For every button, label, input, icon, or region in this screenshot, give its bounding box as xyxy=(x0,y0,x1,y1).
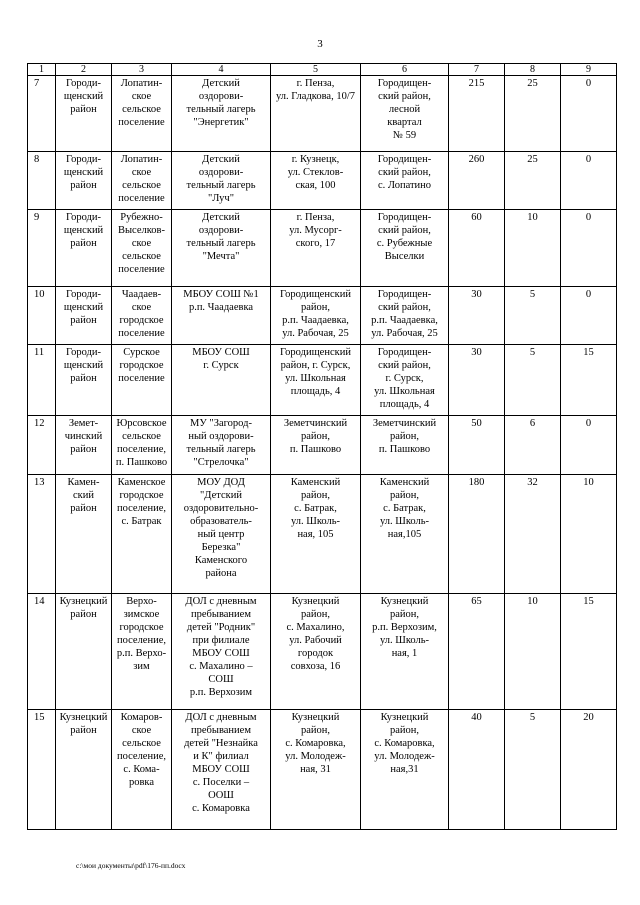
row-number-cell: 9 xyxy=(28,210,56,287)
table-cell: Каменский район, с. Батрак, ул. Школь- ная,105 xyxy=(361,475,449,594)
table-cell: Городищенский район, р.п. Чаадаевка, ул. Рабочая, 25 xyxy=(271,287,361,345)
table-cell: 0 xyxy=(561,210,617,287)
table-cell: Кузнецкий район, с. Комаровка, ул. Молодеж- ная, 31 xyxy=(271,710,361,830)
table-row xyxy=(28,594,617,710)
row-number-cell: 15 xyxy=(28,710,56,830)
table-row xyxy=(28,76,617,152)
table-cell: Каменское городское поселение, с. Батрак xyxy=(112,475,172,594)
table-cell: Детский оздорови- тельный лагерь "Луч" xyxy=(172,152,271,210)
table-cell: МБОУ СОШ г. Сурск xyxy=(172,345,271,416)
row-number-cell: 11 xyxy=(28,345,56,416)
table-cell: МУ "Загород- ный оздорови- тельный лагерь "Стрелочка" xyxy=(172,416,271,475)
table-cell: 0 xyxy=(561,76,617,152)
table-cell: 260 xyxy=(449,152,505,210)
table-cell: Городи- щенский район xyxy=(56,210,112,287)
table-cell: Кузнецкий район, с. Махалино, ул. Рабочий городок совхоза, 16 xyxy=(271,594,361,710)
table-cell: 30 xyxy=(449,287,505,345)
table-row xyxy=(28,152,617,210)
table-cell: 15 xyxy=(561,594,617,710)
header-cell: 5 xyxy=(271,64,361,76)
header-cell: 7 xyxy=(449,64,505,76)
table-cell: Городи- щенский район xyxy=(56,345,112,416)
table-cell: 50 xyxy=(449,416,505,475)
table-cell: Лопатин- ское сельское поселение xyxy=(112,152,172,210)
table-cell: 20 xyxy=(561,710,617,830)
table-cell: МОУ ДОД "Детский оздоровительно- образователь- ный центр Березка" Каменского района xyxy=(172,475,271,594)
table-cell: МБОУ СОШ №1 р.п. Чаадаевка xyxy=(172,287,271,345)
row-number-cell: 10 xyxy=(28,287,56,345)
table-cell: Городи- щенский район xyxy=(56,287,112,345)
header-cell: 6 xyxy=(361,64,449,76)
table-cell: Городищен- ский район, с. Рубежные Выселки xyxy=(361,210,449,287)
table-cell: г. Кузнецк, ул. Стеклов- ская, 100 xyxy=(271,152,361,210)
table-cell: 5 xyxy=(505,287,561,345)
table-row xyxy=(28,710,617,830)
footer-file-path: c:\мои документы\pdf\176-пп.docx xyxy=(76,861,186,870)
table-cell: 5 xyxy=(505,345,561,416)
table-cell: Городи- щенский район xyxy=(56,76,112,152)
table-cell: Городищен- ский район, лесной квартал № 59 xyxy=(361,76,449,152)
table-row xyxy=(28,287,617,345)
table-header-row xyxy=(28,64,617,76)
table-cell: 5 xyxy=(505,710,561,830)
table-cell: 32 xyxy=(505,475,561,594)
table-cell: Сурское городское поселение xyxy=(112,345,172,416)
table-cell: Комаров- ское сельское поселение, с. Кома- ровка xyxy=(112,710,172,830)
table-cell: Верхо- зимское городское поселение, р.п. Верхо- зим xyxy=(112,594,172,710)
table-cell: 10 xyxy=(505,210,561,287)
table-cell: г. Пенза, ул. Гладкова, 10/7 xyxy=(271,76,361,152)
table-cell: 10 xyxy=(505,594,561,710)
row-number-cell: 8 xyxy=(28,152,56,210)
table-row xyxy=(28,210,617,287)
table-cell: Кузнецкий район xyxy=(56,594,112,710)
table-row xyxy=(28,345,617,416)
table-cell: Кузнецкий район, р.п. Верхозим, ул. Школь- ная, 1 xyxy=(361,594,449,710)
table-cell: 10 xyxy=(561,475,617,594)
header-cell: 4 xyxy=(172,64,271,76)
table-cell: 6 xyxy=(505,416,561,475)
row-number-cell: 13 xyxy=(28,475,56,594)
table-cell: Городищенский район, г. Сурск, ул. Школьная площадь, 4 xyxy=(271,345,361,416)
table-cell: Рубежно- Выселков- ское сельское поселение xyxy=(112,210,172,287)
table-cell: 0 xyxy=(561,287,617,345)
row-number-cell: 7 xyxy=(28,76,56,152)
table-cell: ДОЛ с дневным пребыванием детей "Родник" при филиале МБОУ СОШ с. Махалино – СОШ р.п. Верхозим xyxy=(172,594,271,710)
table-cell: Кузнецкий район xyxy=(56,710,112,830)
table-cell: 30 xyxy=(449,345,505,416)
table-cell: Городи- щенский район xyxy=(56,152,112,210)
camps-table xyxy=(27,63,617,830)
table-cell: 40 xyxy=(449,710,505,830)
table-cell: 215 xyxy=(449,76,505,152)
table-cell: Городищен- ский район, с. Лопатино xyxy=(361,152,449,210)
table-cell: 0 xyxy=(561,416,617,475)
table-body xyxy=(28,64,617,830)
table-cell: Чаадаев- ское городское поселение xyxy=(112,287,172,345)
table-cell: 0 xyxy=(561,152,617,210)
header-cell: 1 xyxy=(28,64,56,76)
table-cell: 65 xyxy=(449,594,505,710)
row-number-cell: 14 xyxy=(28,594,56,710)
header-cell: 3 xyxy=(112,64,172,76)
table-cell: Детский оздорови- тельный лагерь "Энергетик" xyxy=(172,76,271,152)
table-cell: Земетчинский район, п. Пашково xyxy=(361,416,449,475)
header-cell: 2 xyxy=(56,64,112,76)
row-number-cell: 12 xyxy=(28,416,56,475)
table-cell: Кузнецкий район, с. Комаровка, ул. Молодеж- ная,31 xyxy=(361,710,449,830)
page-number: 3 xyxy=(317,38,323,50)
table-cell: Земетчинский район, п. Пашково xyxy=(271,416,361,475)
table-cell: 25 xyxy=(505,76,561,152)
table-cell: Городищен- ский район, г. Сурск, ул. Школьная площадь, 4 xyxy=(361,345,449,416)
table-cell: 60 xyxy=(449,210,505,287)
table-cell: ДОЛ с дневным пребыванием детей "Незнайка и К" филиал МБОУ СОШ с. Поселки – ООШ с. Комаровка xyxy=(172,710,271,830)
table-cell: 180 xyxy=(449,475,505,594)
table-cell: Детский оздорови- тельный лагерь "Мечта" xyxy=(172,210,271,287)
table-cell: Юрсовское сельское поселение, п. Пашково xyxy=(112,416,172,475)
table-cell: Городищен- ский район, р.п. Чаадаевка, ул. Рабочая, 25 xyxy=(361,287,449,345)
table-row xyxy=(28,475,617,594)
table-cell: 15 xyxy=(561,345,617,416)
table-row xyxy=(28,416,617,475)
table-cell: Камен- ский район xyxy=(56,475,112,594)
table-cell: г. Пенза, ул. Мусорг- ского, 17 xyxy=(271,210,361,287)
table-cell: 25 xyxy=(505,152,561,210)
table-cell: Каменский район, с. Батрак, ул. Школь- ная, 105 xyxy=(271,475,361,594)
header-cell: 9 xyxy=(561,64,617,76)
table-cell: Лопатин- ское сельское поселение xyxy=(112,76,172,152)
header-cell: 8 xyxy=(505,64,561,76)
table-cell: Земет- чинский район xyxy=(56,416,112,475)
